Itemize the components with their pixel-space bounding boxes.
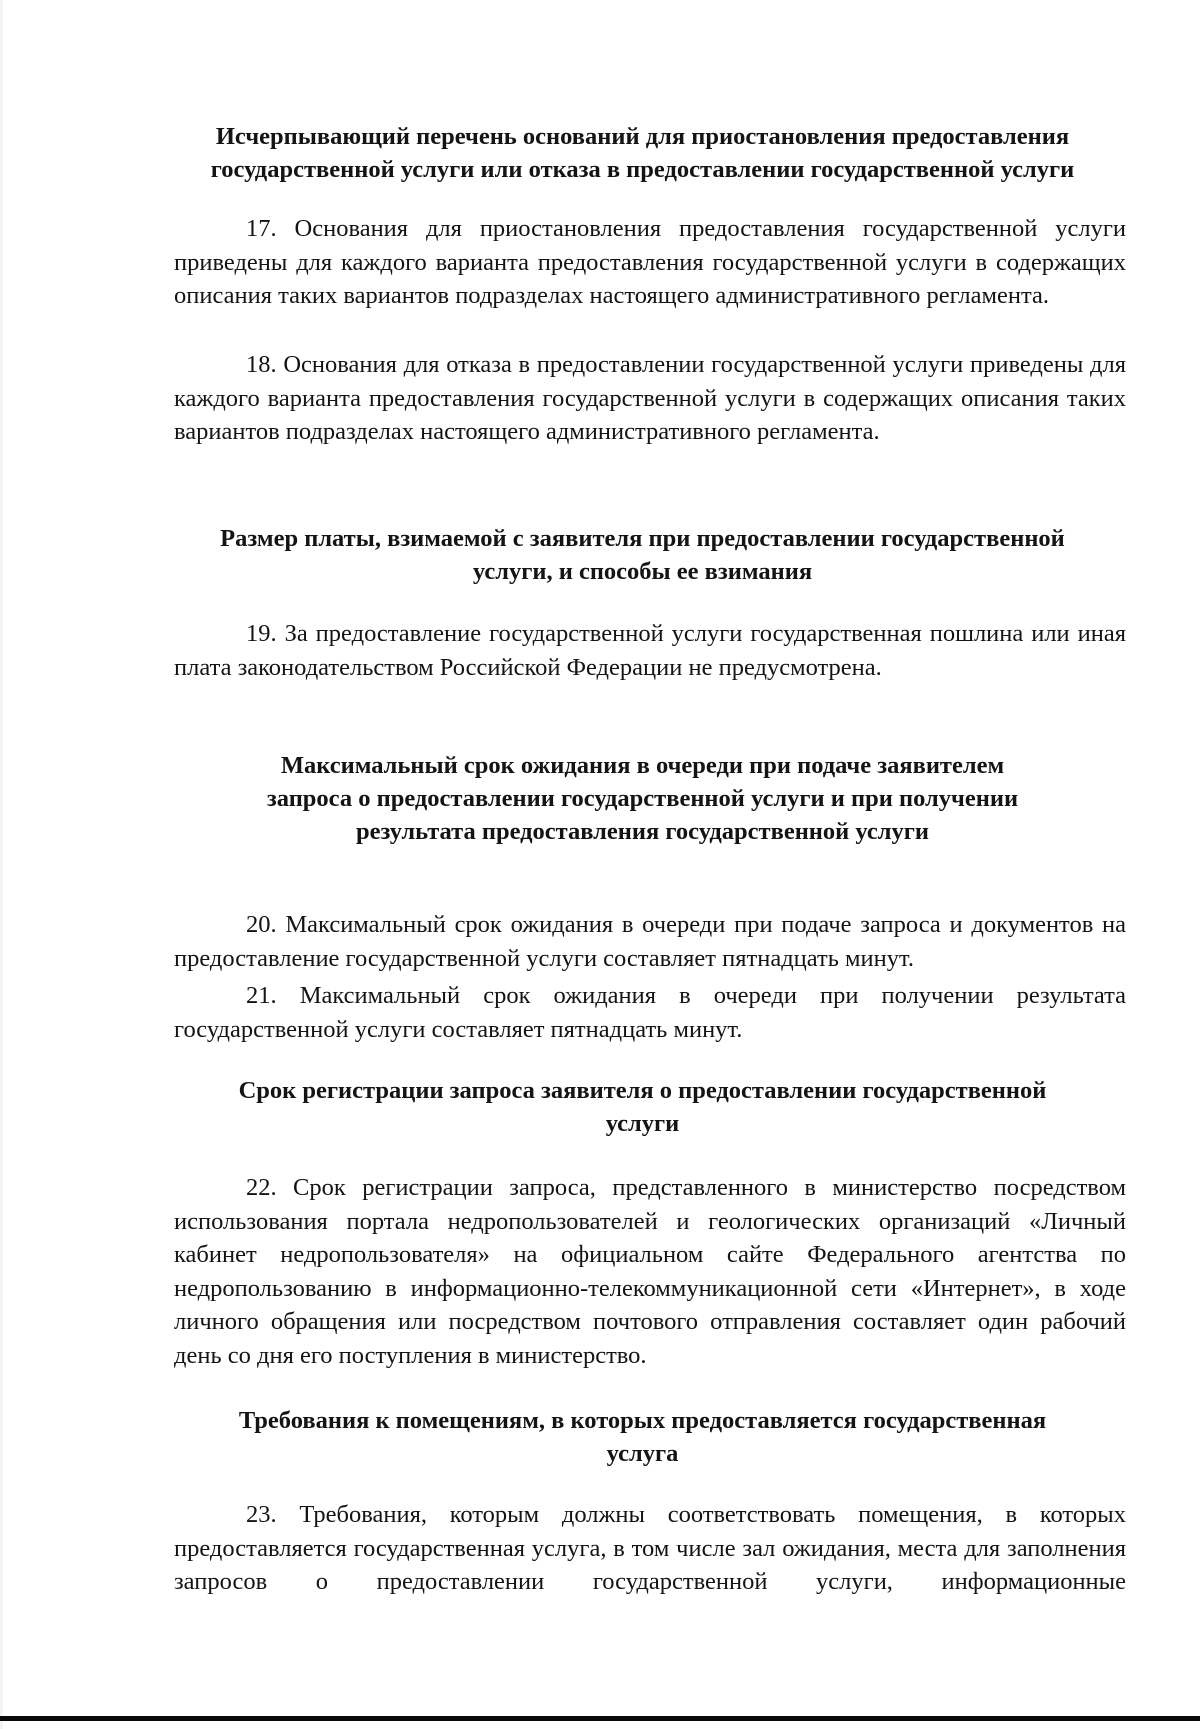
scan-edge-shadow <box>0 0 3 1729</box>
paragraph-19: 19. За предоставление государственной услуги государственная пошлина или иная плата законодательством Российской Федерации не предусмотрена. <box>174 620 1126 681</box>
section-heading-premises-requirements <box>150 1404 1135 1470</box>
heading-line: Срок регистрации запроса заявителя о предоставлении государственной <box>238 1077 1047 1104</box>
heading-line: Исчерпывающий перечень оснований для приостановления предоставления <box>215 123 1070 150</box>
heading-line: Размер платы, взимаемой с заявителя при предоставлении государственной <box>220 525 1065 552</box>
paragraph-22: 22. Срок регистрации запроса, представленного в министерство посредством использования портала недропользователей и геологических организаций «Личный кабинет недропользователя» на официальном сайте Федерального агентства по недропользованию в информационно-телекоммуникационной сети «Интернет», в ходе личного обращения или посредством почтового отправления составляет один рабочий день со дня его поступления в министерство. <box>174 1174 1126 1369</box>
heading-line: услуга <box>606 1440 679 1467</box>
section-heading-suspension-grounds <box>150 120 1135 186</box>
paragraph-21: 21. Максимальный срок ожидания в очереди при получении результата государственной услуги составляет пятнадцать минут. <box>174 982 1126 1043</box>
paragraph-23: 23. Требования, которым должны соответствовать помещения, в которых предоставляется государственная услуга, в том числе зал ожидания, места для заполнения запросов о предоставлении государственной услуги, информационные <box>174 1501 1126 1595</box>
paragraph-17: 17. Основания для приостановления предоставления государственной услуги приведены для каждого варианта предоставления государственной услуги в содержащих описания таких вариантов подразделах настоящего административного регламента. <box>174 215 1126 309</box>
heading-line: запроса о предоставлении государственной услуги и при получении <box>266 785 1019 812</box>
page-bottom-border <box>0 1716 1200 1721</box>
heading-line: результата предоставления государственной услуги <box>355 818 930 845</box>
heading-line: услуги, и способы ее взимания <box>472 558 813 585</box>
paragraph-20: 20. Максимальный срок ожидания в очереди при подаче запроса и документов на предоставление государственной услуги составляет пятнадцать минут. <box>174 911 1126 972</box>
section-heading-queue-time <box>150 749 1135 848</box>
section-heading-registration-term <box>150 1074 1135 1140</box>
heading-line: Требования к помещениям, в которых предоставляется государственная <box>238 1407 1047 1434</box>
heading-line: государственной услуги или отказа в предоставлении государственной услуги <box>210 156 1075 183</box>
section-heading-fee <box>150 522 1135 588</box>
paragraph-18: 18. Основания для отказа в предоставлении государственной услуги приведены для каждого варианта предоставления государственной услуги в содержащих описания таких вариантов подразделах настоящего административного регламента. <box>174 351 1126 445</box>
heading-line: Максимальный срок ожидания в очереди при подаче заявителем <box>280 752 1005 779</box>
heading-line: услуги <box>605 1110 680 1137</box>
